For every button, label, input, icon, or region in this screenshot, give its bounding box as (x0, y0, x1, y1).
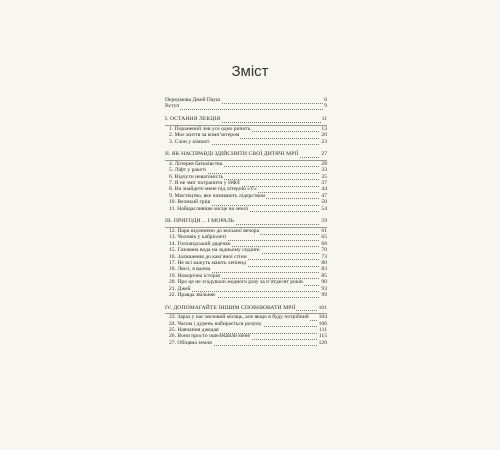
toc-entry (165, 207, 327, 213)
toc-entry-title: 12. Парк відчинено до восьмої вечора (165, 229, 260, 235)
toc-entry-title: 11. Найщасливіше місце на землі (165, 207, 249, 213)
toc-entry-page: 50 (321, 199, 327, 206)
toc-entry-title: 19. Новорічна історія (165, 274, 221, 280)
toc-entry-title: 18. Люсі, я вдома (165, 267, 211, 273)
toc-entry-title: 23. Зараз у нас меловий місяць, але якщо я буду потрібний (165, 315, 310, 321)
toc-entry-page: 20 (321, 132, 327, 139)
toc-entry-title: 17. Не всі кажуть мають хепіенд (165, 261, 247, 267)
toc-entry-title: 1. Поранений лев усе одно ричить (165, 127, 251, 133)
toc-section-page: 59 (321, 218, 327, 225)
toc-entry-title: 16. Залишення до кам’яної стіни (165, 255, 248, 261)
toc-entry-page: 104 (318, 314, 327, 321)
toc-entry-page: 111 (319, 327, 327, 334)
toc-entry-title: 6. Відчути невагомість (165, 175, 224, 181)
toc-entry-page: 93 (321, 285, 327, 292)
toc-entry-title: 3. Слон у кімнаті (165, 140, 211, 146)
toc-section-page: 101 (318, 304, 327, 311)
toc-section-page: 11 (321, 116, 327, 123)
toc-entry-page: 73 (321, 253, 327, 260)
toc-section-title: II. ЯК НАСПРАВДІ ЗДІЙСНИТИ СВОЇ ДИТЯЧІ МРІЇ (165, 151, 299, 158)
table-of-contents (165, 98, 327, 347)
toc-entry (165, 140, 327, 146)
toc-entry-title: 8. Ви знайдете мене під літерою «V» (165, 187, 258, 193)
toc-entry-page: 33 (321, 167, 327, 174)
toc-entry-page: 70 (321, 247, 327, 254)
toc-entry-title: 10. Великий гріш (165, 200, 211, 206)
toc-entry-page: 65 (321, 234, 327, 241)
toc-entry-title: Передмова Джей Пауш (165, 97, 221, 103)
toc-entry-page: 23 (321, 138, 327, 145)
toc-entry-page: 47 (321, 192, 327, 199)
toc-entry-page: 35 (321, 173, 327, 180)
toc-entry-title: 9. Мистецтво, яке називають лідерством (165, 194, 266, 200)
toc-entry-title: 4. Лотерея батьківства (165, 162, 223, 168)
toc-entry-title: 22. Правда звільняє (165, 293, 217, 299)
toc-section-title: III. ПРИГОДИ… І МОРАЛЬ (165, 218, 235, 225)
toc-entry-title: 20. Про це не згадували жодного разу за п’ятдесят років (165, 280, 304, 286)
toc-entry-title: 7. Я не зміг потрапити у НФЛ (165, 181, 241, 187)
toc-entry (165, 341, 327, 347)
toc-entry-page: 106 (318, 320, 327, 327)
toc-entry-page: 120 (318, 339, 327, 346)
toc-entry-title: Вступ (165, 103, 180, 110)
toc-entry-page: 9 (324, 103, 327, 110)
toc-entry-title: 2. Моє життя за комп’ютером (165, 133, 240, 139)
toc-entry-title: 14. Голландський дядечко (165, 242, 232, 248)
toc-entry-page: 83 (321, 266, 327, 273)
toc-entry-title: 24. Часом і дурень набирається розуму (165, 322, 263, 328)
toc-entry-title: 5. Ліфт у ракеті (165, 168, 207, 174)
toc-entry-page: 6 (324, 97, 327, 103)
toc-entry-page: 44 (321, 186, 327, 193)
toc-entry-page: 115 (318, 333, 327, 340)
toc-entry (165, 293, 327, 299)
toc-entry-page: 28 (321, 160, 327, 167)
toc-entry-page: 80 (321, 259, 327, 266)
toc-section-title: I. ОСТАННЯ ЛЕКЦІЯ (165, 116, 221, 123)
toc-entry-page: 61 (321, 227, 327, 234)
toc-entry-title: 15. Газована вода на задньому сидінні (165, 248, 261, 254)
toc-entry-page: 13 (321, 125, 327, 132)
toc-entry-page: 37 (321, 180, 327, 187)
toc-entry-page: 90 (321, 279, 327, 286)
toc-entry-title: 13. Чоловік у кабріолеті (165, 235, 227, 241)
toc-entry-page: 99 (321, 291, 327, 298)
toc-entry-page: 85 (321, 272, 327, 279)
toc-section-title: IV. ДОПОМАГАЙТЕ ІНШИМ СПОВНЮВАТИ МРІЇ (165, 304, 296, 311)
toc-entry-title: 26. Вони просто ошелешили мене (165, 334, 251, 340)
toc-entry-title: 25. Навчання джедая (165, 328, 220, 334)
page-title: Зміст (231, 63, 269, 80)
toc-entry-page: 54 (321, 205, 327, 212)
toc-section-page: 27 (321, 151, 327, 158)
toc-entry-page: 68 (321, 240, 327, 247)
toc-entry-title: 21. Джей (165, 287, 191, 293)
toc-entry-intro (165, 104, 327, 110)
toc-entry-title: 27. Обіцяна земля (165, 341, 213, 347)
